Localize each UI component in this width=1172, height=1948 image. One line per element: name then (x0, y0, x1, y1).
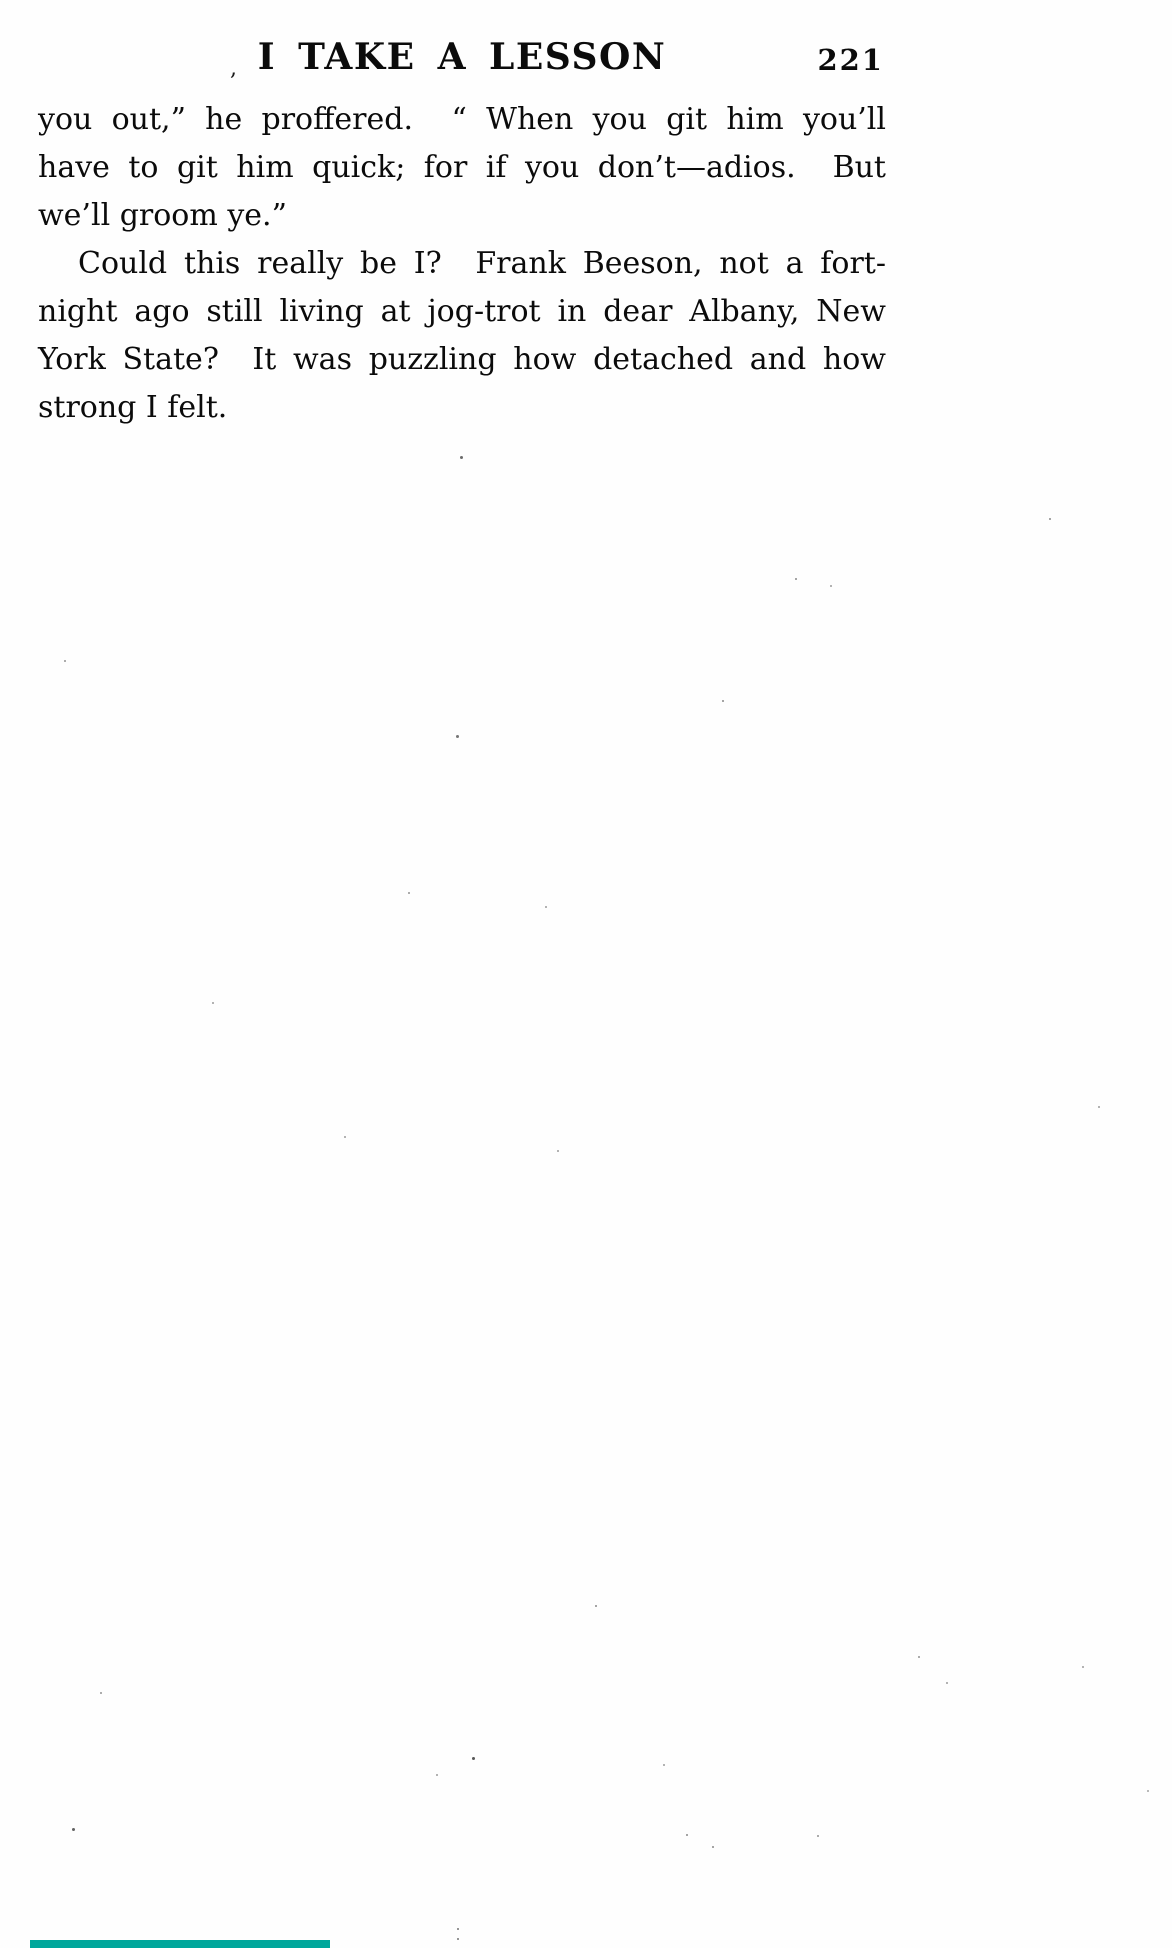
page-number: 221 (817, 43, 884, 77)
scan-speckle (722, 700, 724, 702)
scan-speckle (100, 1692, 102, 1694)
scan-speckle (946, 1682, 948, 1684)
scan-speckle (436, 1774, 438, 1776)
scan-speckle (344, 1136, 346, 1138)
scan-speckle (686, 1834, 688, 1836)
page-content (38, 36, 886, 432)
scan-edge-artifact-bar (30, 1940, 330, 1948)
scan-speckle (1082, 1666, 1084, 1668)
text-line: you out,” he proffered. “ When you git him you’ll (38, 102, 886, 137)
scan-speckle (456, 735, 459, 738)
text-line: have to git him quick; for if you don’t—adios. But (38, 150, 886, 185)
scan-speckle (64, 660, 66, 662)
scan-speckle (408, 892, 410, 894)
scan-speckle (830, 585, 832, 587)
scan-speckle (1098, 1106, 1100, 1108)
scan-speckle (1049, 518, 1051, 520)
scan-speckle (212, 1002, 214, 1004)
scan-speckle (72, 1828, 75, 1831)
body-text (38, 96, 886, 432)
scan-stray-mark: , (230, 56, 237, 81)
scan-speckle (795, 578, 797, 580)
scan-speckle (918, 1656, 920, 1658)
text-line: night ago still living at jog-trot in dear Albany, New (38, 294, 886, 329)
scan-speckle (557, 1150, 559, 1152)
text-line: we’ll groom ye.” (38, 198, 287, 233)
scan-speckle (595, 1605, 597, 1607)
scan-speckle (1147, 1790, 1149, 1792)
text-line: Could this really be I? Frank Beeson, not a fort- (78, 246, 886, 281)
scan-speckle (817, 1835, 819, 1837)
scan-speckle (545, 906, 547, 908)
scan-speckle (457, 1938, 459, 1940)
scan-speckle (460, 456, 463, 459)
scan-speckle (472, 1757, 475, 1760)
text-line: York State? It was puzzling how detached and how (38, 342, 886, 377)
text-line: strong I felt. (38, 390, 228, 425)
scan-speckle (663, 1764, 665, 1766)
scan-speckle (712, 1846, 714, 1848)
running-header (38, 36, 886, 82)
scan-speckle (457, 1928, 459, 1930)
page-title: I TAKE A LESSON (257, 36, 667, 78)
